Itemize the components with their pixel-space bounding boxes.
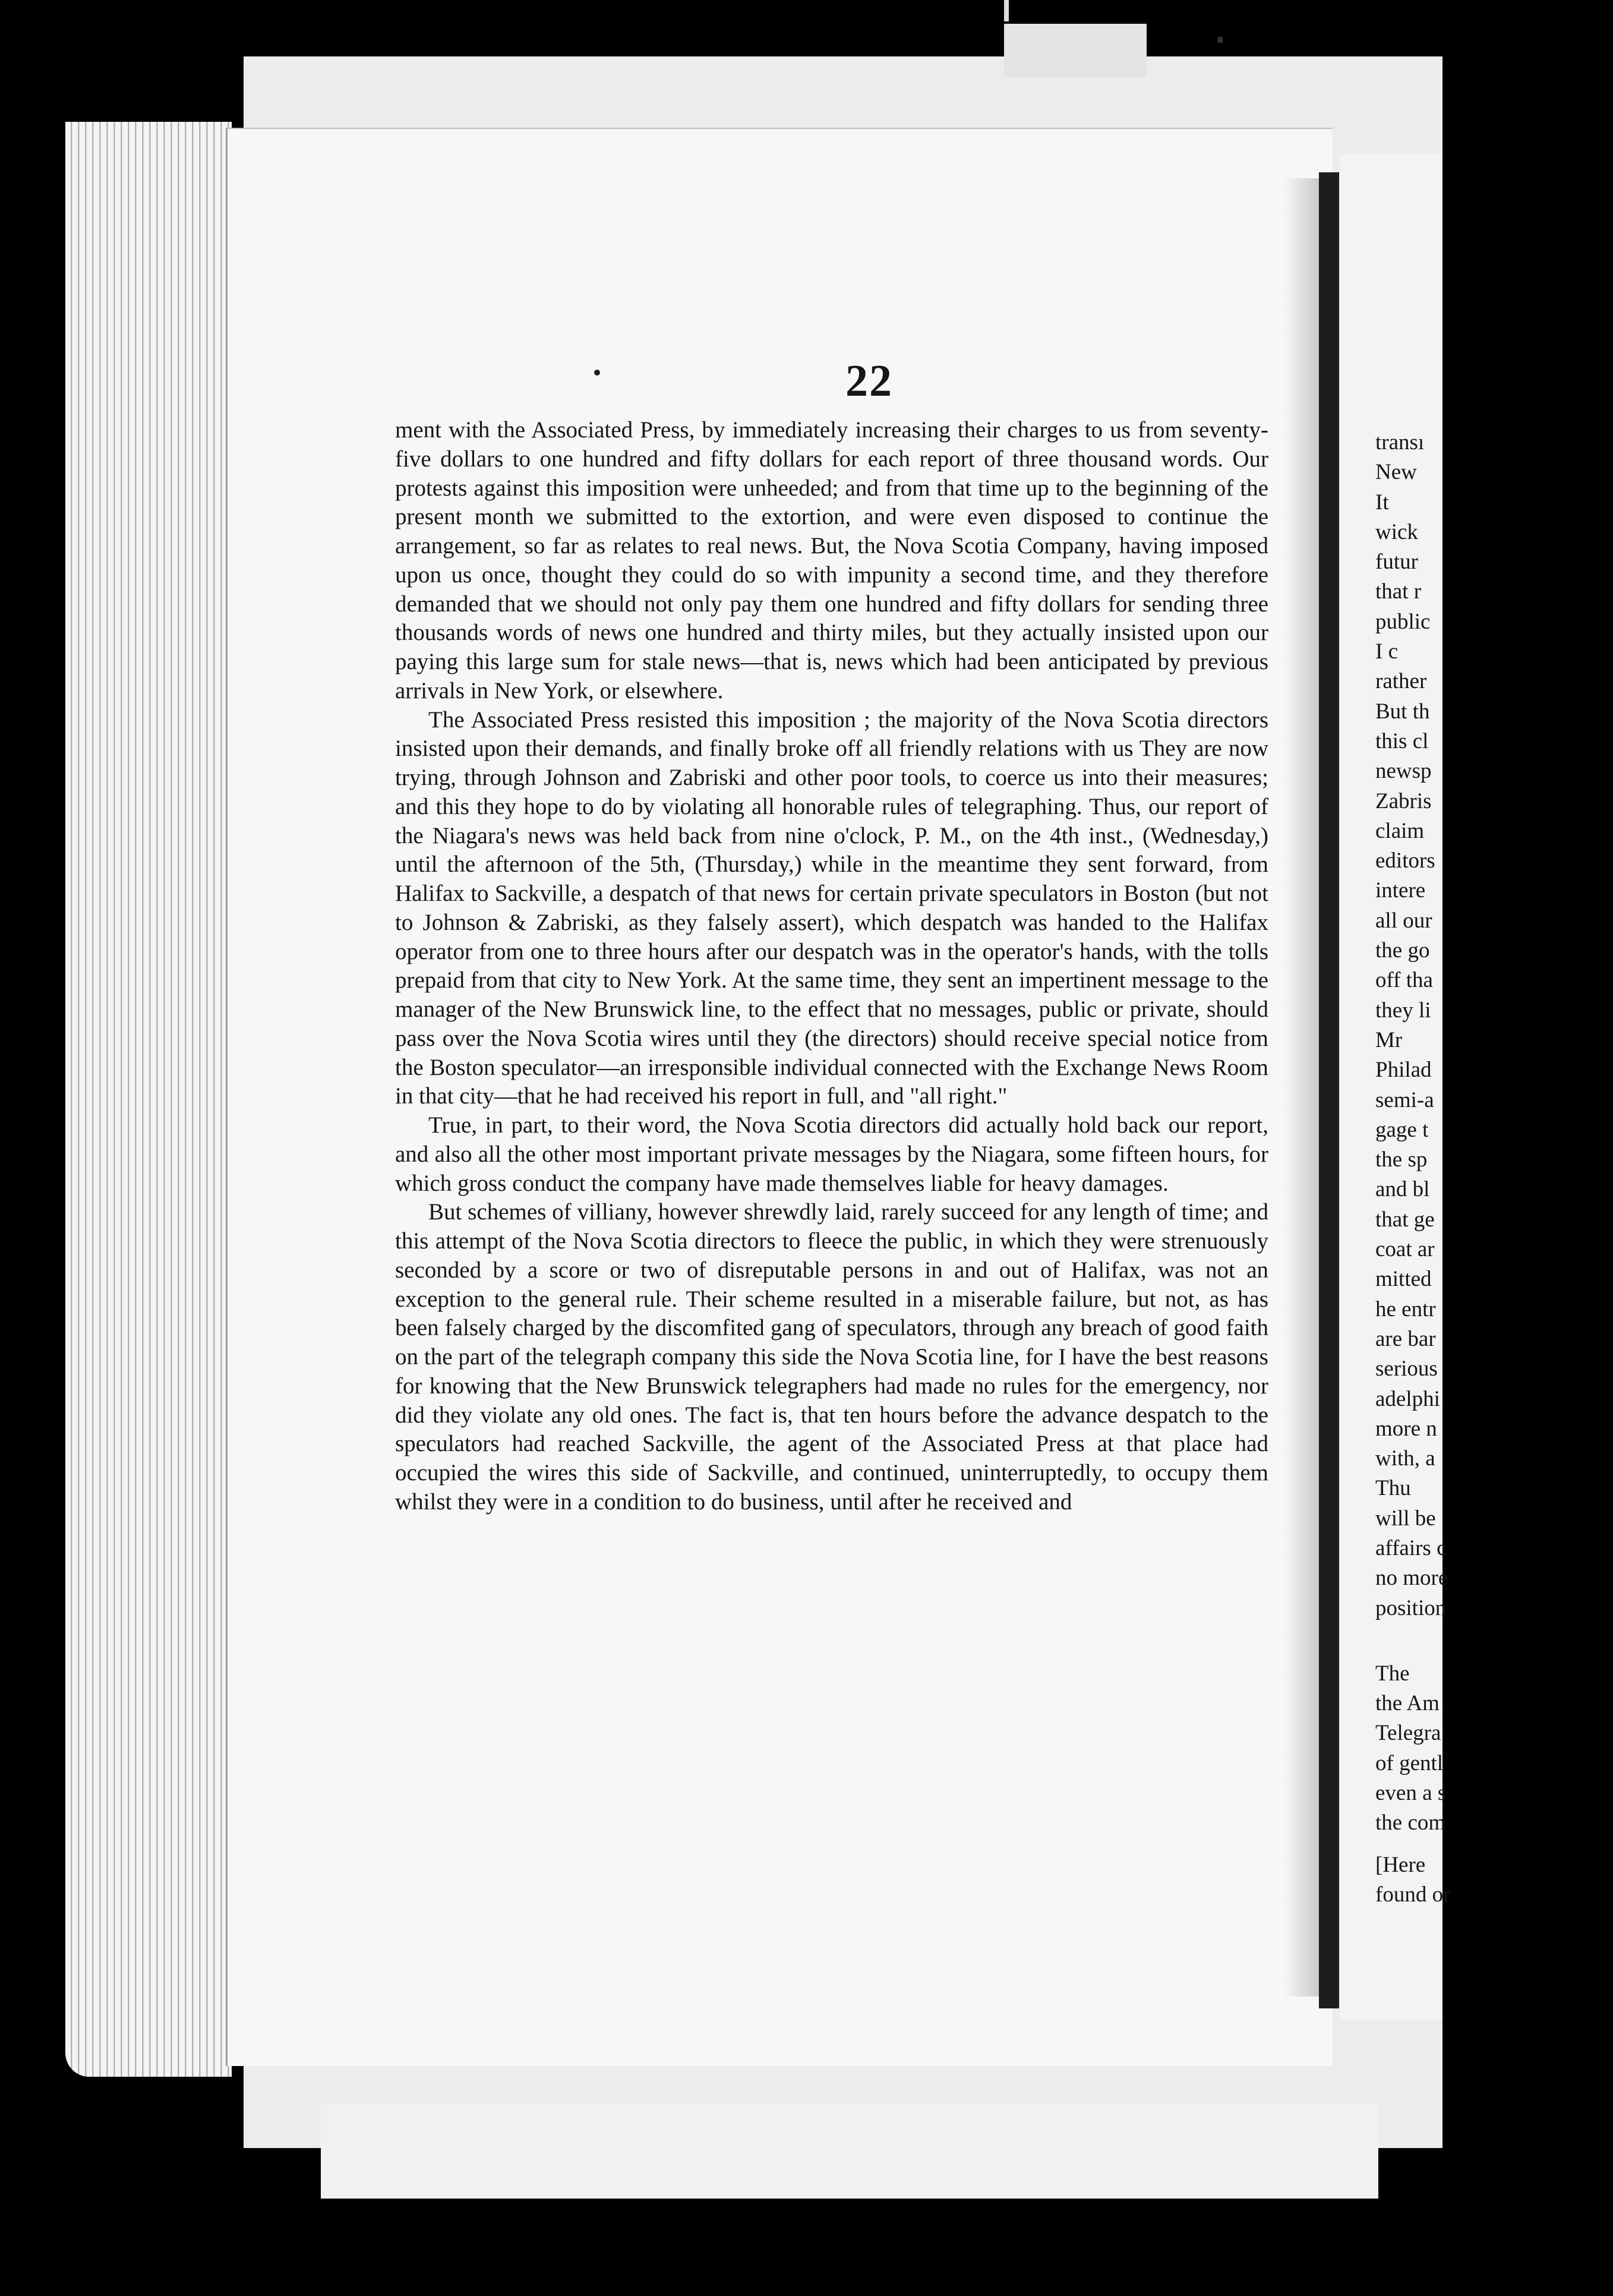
facing-page-line: gage t [1375, 1117, 1429, 1142]
facing-page-line: with, a [1375, 1446, 1435, 1471]
facing-page-line: rather [1375, 669, 1427, 694]
facing-page-line: that ge [1375, 1207, 1435, 1232]
page-stack-edges [65, 122, 232, 2077]
facing-page-line: the Am [1375, 1691, 1440, 1716]
facing-page-line: are bar [1375, 1326, 1436, 1351]
facing-page-line: I c [1375, 639, 1398, 664]
facing-page-line: will be [1375, 1506, 1436, 1531]
facing-page-line: editors [1375, 849, 1435, 873]
scan-mark [1218, 37, 1223, 43]
paragraph: The Associated Press resisted this imposition ; the majority of the Nova Scotia directors insisted upon their demands, and finally broke off all friendly relations with us They are now trying, through Johnson and Zabriski and other poor tools, to coerce us into their measures; and this they hope to do by violating all honorable rules of telegraphing. Thus, our report of the Niagara's news was held back from nine o'clock, P. M., on the 4th inst., (Wednesday,) until the afternoon of the 5th, (Thursday,) while in the meantime they sent forward, from Halifax to Sackville, a despatch of that news for certain private speculators in Boston (but not to Johnson & Zabriski, as they falsely assert), which despatch was handed to the Halifax operator from one to three hours after our despatch was in the operator's hands, with the tolls prepaid from that city to New York. At the same time, they sent an impertinent message to the manager of the New Brunswick line, to the effect that no messages, public or private, should pass over the Nova Scotia wires until they (the directors) should receive special notice from the Boston speculator—an irresponsible individual connected with the Exchange News Room in that city—that he had received his report in full, and "all right." [395, 707, 1268, 1109]
facing-page-line: this cl [1375, 728, 1429, 753]
facing-page-line: semi-a [1375, 1087, 1434, 1112]
facing-page-line: mitted [1375, 1267, 1432, 1292]
facing-page-gap [1375, 1838, 1613, 1850]
facing-page-line: coat ar [1375, 1237, 1435, 1262]
facing-page-line: Philad [1375, 1058, 1432, 1083]
page-number: 22 [845, 356, 893, 406]
gutter-edge [1319, 172, 1339, 2008]
facing-page-line: of gentl [1375, 1751, 1444, 1775]
paragraph: ment with the Associated Press, by immediately increasing their charges to us from seventy-five dollars to one hundred and fifty dollars for each report of three thousand words. Our protests against this imposition were unheeded; and from that time up to the beginning of the present month we submitted to the extortion, and were even disposed to continue the arrangement, so far as relates to real news. But, the Nova Scotia Company, having imposed upon us once, thought they could do so with impunity a second time, and they therefore demanded that we should not only pay them one hundred and fifty dollars for sending three thousands words of news one hundred and thirty miles, but they actually insisted upon our paying this large sum for stale news—that is, news which had been anticipated by previous arrivals in New York, or elsewhere. [395, 417, 1268, 704]
facing-page-line: more n [1375, 1416, 1437, 1441]
facing-page-line: he entr [1375, 1297, 1436, 1322]
bottom-sheet [321, 2103, 1378, 2199]
facing-page-line: The [1375, 1661, 1410, 1686]
facing-page-line: adelphi [1375, 1386, 1440, 1411]
facing-page-line: Thu [1375, 1476, 1411, 1501]
facing-page-line: newsp [1375, 759, 1432, 784]
facing-page-line: off tha [1375, 968, 1433, 993]
facing-page-line: the com [1375, 1811, 1446, 1835]
facing-page-line: public [1375, 609, 1431, 634]
facing-page-line: position [1375, 1595, 1447, 1620]
facing-page-line: all our [1375, 908, 1432, 933]
page-dot [594, 370, 600, 376]
body-text [395, 416, 1268, 1517]
facing-page-line: the sp [1375, 1147, 1428, 1172]
facing-page-gap [1375, 1623, 1613, 1659]
facing-page-line: Mr [1375, 1027, 1403, 1052]
facing-page-line: serious [1375, 1357, 1438, 1382]
paragraph: But schemes of villiany, however shrewdly laid, rarely succeed for any length of time; and this attempt of the Nova Scotia directors to fleece the public, in which they were strenuously seconded by a score or two of disreputable persons in and out of Halifax, was not an exception to the general rule. Their scheme resulted in a miserable failure, but not, as has been falsely charged by the discomfited gang of speculators, through any breach of good faith on the part of the telegraph company this side the Nova Scotia line, for I have the best reasons for knowing that the New Brunswick telegraphers had made no rules for the emergency, nor did they violate any old ones. The fact is, that ten hours before the advance despatch to the speculators had reached Sackville, the agent of the Associated Press at that place had occupied the wires this side of Sackville, and continued, uninterruptedly, to occupy them whilst they were in a condition to do business, until after he received and [395, 1199, 1268, 1515]
facing-page-line: that r [1375, 579, 1422, 604]
facing-page-line: even a s [1375, 1781, 1447, 1806]
facing-page-line: But th [1375, 699, 1430, 724]
facing-page-line: Telegra [1375, 1721, 1441, 1746]
facing-page-column [1375, 428, 1613, 1910]
gutter-shadow [1283, 178, 1319, 1997]
scan-mark [1004, 0, 1009, 21]
facing-page-line: [Here [1375, 1852, 1426, 1877]
back-sheet-tab [1004, 24, 1147, 77]
facing-page [1340, 154, 1451, 2020]
facing-page-line: the go [1375, 938, 1430, 963]
facing-page-line: Zabris [1375, 789, 1432, 813]
facing-page-line: claim [1375, 818, 1425, 843]
facing-page-line: no more [1375, 1566, 1448, 1591]
facing-page-line: It [1375, 490, 1389, 515]
facing-page-line: affairs c [1375, 1535, 1447, 1560]
facing-page-line: and bl [1375, 1177, 1430, 1202]
facing-page-line: futur [1375, 550, 1418, 575]
facing-page-line: they li [1375, 998, 1431, 1023]
paragraph: True, in part, to their word, the Nova Scotia directors did actually hold back our report, and also all the other most important private messages by the Niagara, some fifteen hours, for which gross conduct the company have made themselves liable for heavy damages. [395, 1112, 1268, 1196]
facing-page-line: transı [1375, 430, 1425, 455]
facing-page-line: New [1375, 460, 1417, 485]
facing-page-line: found or [1375, 1882, 1451, 1907]
facing-page-line: wick [1375, 519, 1418, 544]
facing-page-line: intere [1375, 878, 1426, 903]
